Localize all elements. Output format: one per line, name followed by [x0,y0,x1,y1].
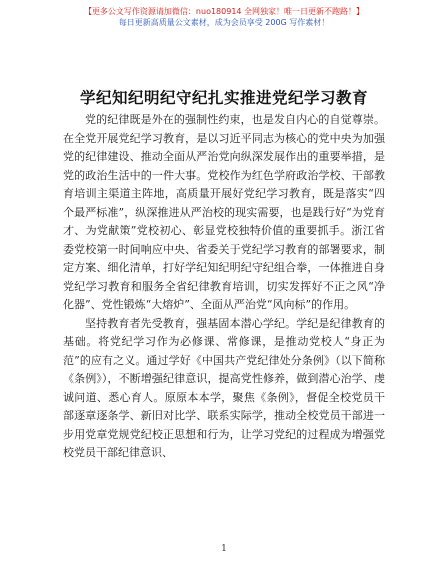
promo-line-2: 每日更新高质量公文素材，成为会员享受 200G 写作素材！ [118,18,330,27]
document-body [63,111,385,463]
paragraph-2: 坚持教育者先受教育，强基固本潜心学纪。学纪是纪律教育的基础。将党纪学习作为必修课、常修课，是推动党校人“身正为范”的应有之义。通过学好《中国共产党纪律处分条例》（以下简称《条例》），不断增强纪律意识，提高党性修养，做到潜心治学、虔诚问道、悉心育人。原原本本学，聚焦《条例》，督促全校党员干部逐章逐条学、新旧对比学、联系实际学，推动全校党员干部进一步用党章党规党纪校正思想和行为，让学习党纪的过程成为增强党校党员干部纪律意识、 [63,316,385,459]
page-number: 1 [221,544,227,554]
promo-banner [0,6,448,28]
paragraph-1: 党的纪律既是外在的强制性约束，也是发自内心的自觉尊崇。在全党开展党纪学习教育，是以习近平同志为核心的党中央为加强党的纪律建设、推动全面从严治党向纵深发展作出的重要举措，是党的政治生活中的一件大事。党校作为红色学府政治学校、干部教育培训主渠道主阵地，高质量开展好党纪学习教育，既是落实“四个最严标准”，纵深推进从严治校的现实需要，也是践行好“为党育才、为党献策”党校初心、彰显党校独特价值的重要抓手。浙江省委党校第一时间响应中央、省委关于党纪学习教育的部署要求，制定方案、细化清单，打好学纪知纪明纪守纪组合拳，一体推进自身党纪学习教育和服务全省纪律教育培训，切实发挥好不正之风“净化器”、党性锻炼“大熔炉”、全面从严治党“风向标”的作用。 [63,113,385,311]
promo-line-1: 【更多公文写作资源请加微信：nuo180914 全网独家！唯一日更新不跑路！】 [83,7,365,16]
document-title: 学纪知纪明纪守纪扎实推进党纪学习教育 [79,89,368,107]
